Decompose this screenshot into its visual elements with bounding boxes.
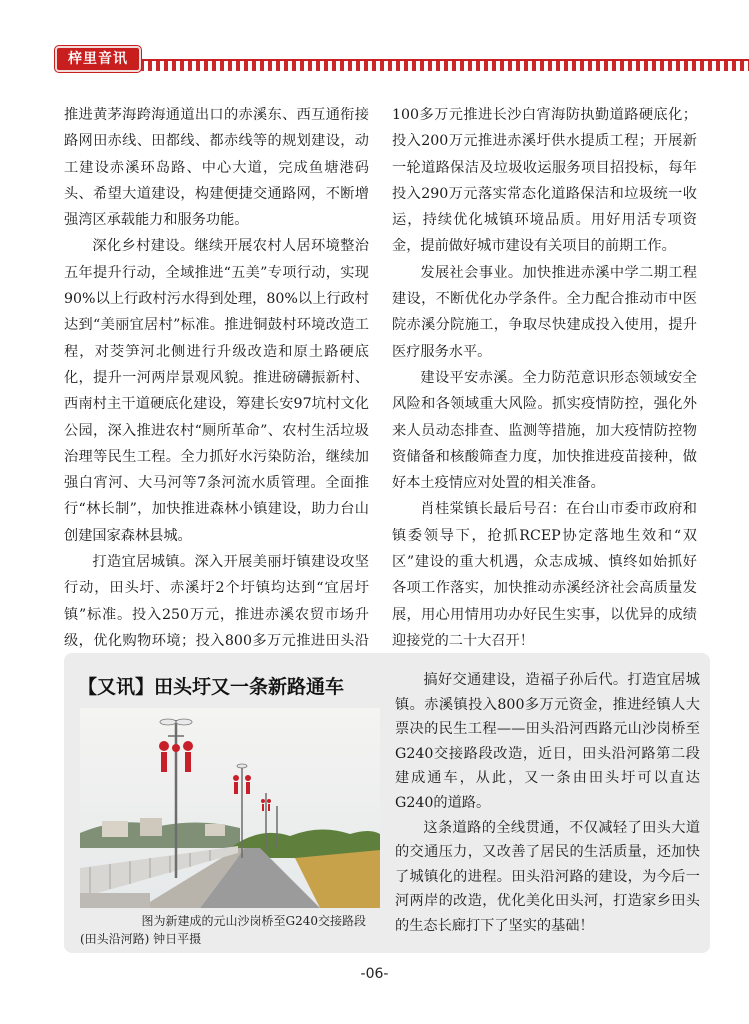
photo-caption-line: (田头沿河路) 钟日平摄: [80, 932, 202, 946]
section-badge-label: 梓里音讯: [68, 51, 128, 67]
article-paragraph: 建设平安赤溪。全力防范意识形态领域安全风险和各领域重大风险。抓实疫情防控，强化外来人员动态排查、监测等措施，加大疫情防控物资储备和核酸筛查力度，加快推进疫苗接种，做好本土疫情应对处置的相关准备。: [392, 369, 697, 492]
article-right-column: [392, 102, 697, 654]
article-paragraph: 推进黄茅海跨海通道出口的赤溪东、西互通衔接路网田赤线、田都线、都赤线等的规划建设，动工建设赤溪环岛路、中心大道，完成鱼塘港码头、希望大道建设，构建便捷交通路网，不断增强湾区承载能力和服务功能。: [64, 107, 369, 229]
page-number: -06-: [360, 966, 389, 982]
article-paragraph: 发展社会事业。加快推进赤溪中学二期工程建设，不断优化办学条件。全力配合推动市中医院赤溪分院施工，争取尽快建成投入使用，提升医疗服务水平。: [392, 264, 697, 360]
article-left-column: [64, 102, 369, 681]
news-body: [395, 668, 700, 939]
news-paragraph: 这条道路的全线贯通，不仅减轻了田头大道的交通压力，又改善了居民的生活质量，还加快了城镇化的进程。田头沿河路的建设，为今后一河两岸的改造，优化美化田头河，打造家乡田头的生态长廊打下了坚实的基础！: [395, 819, 700, 934]
news-paragraph: 搞好交通建设，造福子孙后代。打造宜居城镇。赤溪镇投入800多万元资金，推进经镇人大票决的民生工程——田头沿河西路元山沙岗桥至G240交接路段改造，近日，田头沿河路第二段建成通车，从此，又一条由田头圩可以直达G240的道路。: [395, 672, 700, 811]
header-bar-line: [140, 59, 749, 61]
article-paragraph: 100多万元推进长沙白宵海防执勤道路硬底化；投入200万元推进赤溪圩供水提质工程；开展新一轮道路保洁及垃圾收运服务项目招投标，每年投入290万元落实常态化道路保洁和垃圾统一收运，持续优化城镇环境品质。用好用活专项资金，提前做好城市建设有关项目的前期工作。: [392, 107, 697, 255]
page-header: [0, 0, 749, 80]
article-paragraph: 肖桂棠镇长最后号召：在台山市委市政府和镇委领导下，抢抓RCEP协定落地生效和“双区”建设的重大机遇，众志成城、慎终如始抓好各项工作落实，加快推动赤溪经济社会高质量发展，用心用情用功办好民生实事，以优异的成绩迎接党的二十大召开！: [392, 501, 697, 649]
photo-caption: [80, 912, 380, 948]
section-badge: [55, 46, 141, 72]
article-paragraph: 深化乡村建设。继续开展农村人居环境整治五年提升行动，全域推进“五美”专项行动，实现90%以上行政村污水得到处理，80%以上行政村达到“美丽宜居村”标准。推进铜鼓村环境改造工程，对茭笋河北侧进行升级改造和原土路硬底化，提升一河两岸景观风貌。推进磅礴振新村、西南村主干道硬底化建设，筹建长安97坑村文化公园，深入推进农村“厕所革命”、农村生活垃圾治理等民生工程。全力抓好水污染防治，继续加强白宵河、大马河等7条河流水质管理。全面推行“林长制”，加快推进森林小镇建设，助力台山创建国家森林县城。: [64, 238, 369, 544]
news-title: 【又讯】田头圩又一条新路通车: [78, 676, 345, 698]
road-photo: [80, 708, 380, 908]
photo-caption-line: 图为新建成的元山沙岗桥至G240交接路段: [141, 914, 366, 928]
article-paragraph: 打造宜居城镇。深入开展美丽圩镇建设攻坚行动，田头圩、赤溪圩2个圩镇均达到“宜居圩镇”标准。投入250万元，推进赤溪农贸市场升级，优化购物环境；投入800多万元推进田头沿: [64, 554, 369, 649]
